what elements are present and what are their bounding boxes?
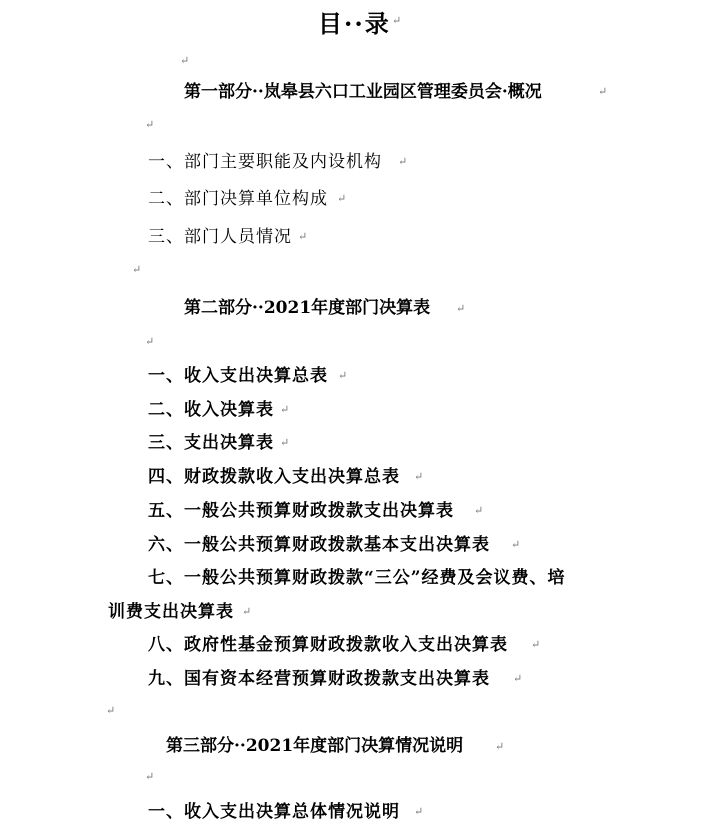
paragraph-mark-icon: ↵: [598, 85, 608, 98]
paragraph-mark-icon: ↵: [337, 192, 347, 205]
toc-item[interactable]: 三、部门人员情况: [148, 227, 292, 247]
paragraph-mark-icon: ↵: [511, 538, 521, 551]
paragraph-mark-icon: ↵: [338, 369, 348, 382]
toc-item[interactable]: 三、支出决算表: [148, 433, 274, 453]
paragraph-mark-icon: ↵: [298, 230, 308, 243]
paragraph-mark-icon: ↵: [398, 155, 408, 168]
paragraph-mark-icon: ↵: [242, 605, 252, 618]
paragraph-mark-icon: ↵: [414, 805, 424, 818]
toc-item[interactable]: 九、国有资本经营预算财政拨款支出决算表: [148, 669, 490, 689]
paragraph-mark-icon: ↵: [145, 335, 155, 348]
toc-title: 目··录: [318, 9, 391, 38]
toc-item[interactable]: 二、部门决算单位构成: [148, 189, 328, 209]
toc-item[interactable]: 六、一般公共预算财政拨款基本支出决算表: [148, 535, 490, 555]
part-3-heading: 第三部分··2021年度部门决算情况说明: [166, 736, 464, 756]
paragraph-mark-icon: ↵: [145, 770, 155, 783]
paragraph-mark-icon: ↵: [456, 302, 466, 315]
part-2-heading: 第二部分··2021年度部门决算表: [184, 298, 431, 318]
toc-item[interactable]: 一、收入支出决算总体情况说明: [148, 802, 400, 822]
toc-item[interactable]: 五、一般公共预算财政拨款支出决算表: [148, 501, 454, 521]
paragraph-mark-icon: ↵: [106, 704, 116, 717]
paragraph-mark-icon: ↵: [495, 740, 505, 753]
paragraph-mark-icon: ↵: [280, 436, 290, 449]
toc-item[interactable]: 八、政府性基金预算财政拨款收入支出决算表: [148, 635, 508, 655]
paragraph-mark-icon: ↵: [531, 638, 541, 651]
paragraph-mark-icon: ↵: [180, 54, 190, 67]
paragraph-mark-icon: ↵: [474, 504, 484, 517]
paragraph-mark-icon: ↵: [513, 672, 523, 685]
toc-item-continuation[interactable]: 训费支出决算表: [108, 602, 234, 622]
toc-item[interactable]: 七、一般公共预算财政拨款“三公”经费及会议费、培: [148, 568, 566, 588]
toc-item[interactable]: 四、财政拨款收入支出决算总表: [148, 467, 400, 487]
paragraph-mark-icon: ↵: [414, 470, 424, 483]
toc-item[interactable]: 一、收入支出决算总表: [148, 366, 328, 386]
paragraph-mark-icon: ↵: [280, 403, 290, 416]
paragraph-mark-icon: ↵: [132, 263, 142, 276]
toc-item[interactable]: 二、收入决算表: [148, 400, 274, 420]
paragraph-mark-icon: ↵: [392, 14, 402, 27]
paragraph-mark-icon: ↵: [145, 118, 155, 131]
part-1-heading: 第一部分··岚皋县六口工业园区管理委员会·概况: [184, 82, 542, 102]
toc-item[interactable]: 一、部门主要职能及内设机构: [148, 152, 382, 172]
